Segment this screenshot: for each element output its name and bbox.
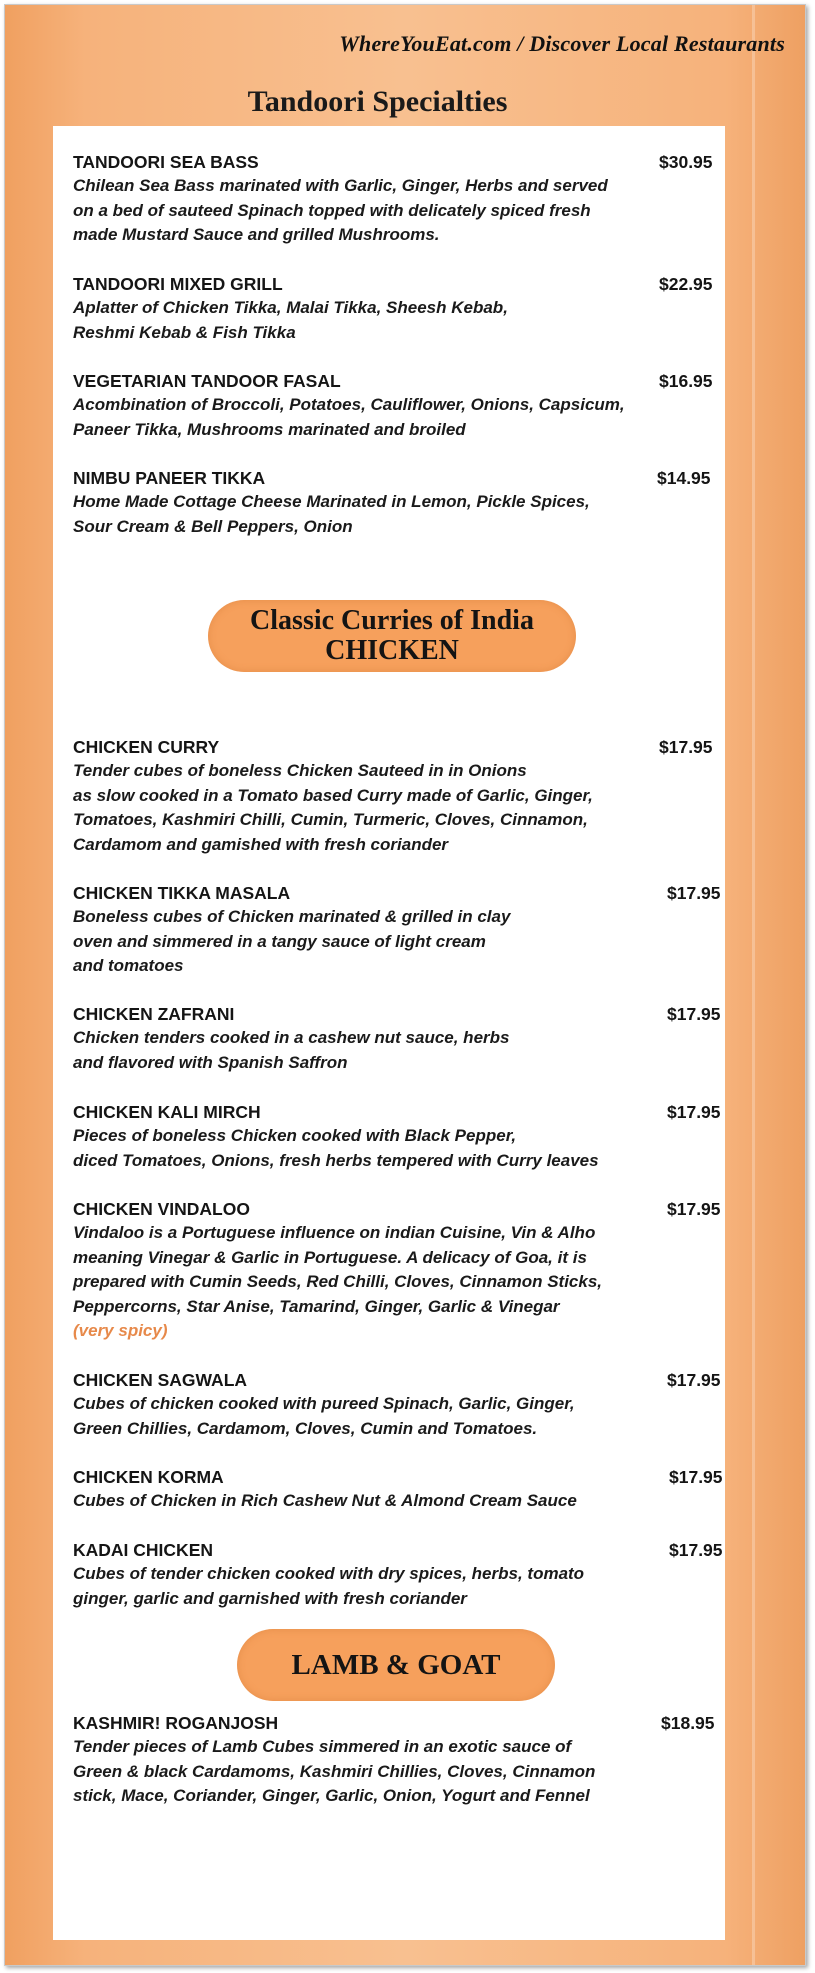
item-price: $17.95 <box>667 883 721 903</box>
menu-item-chicken-zafrani <box>73 1002 721 1075</box>
section-title-tandoori: Tandoori Specialties <box>247 85 508 118</box>
page-fold <box>752 5 755 1965</box>
item-price: $17.95 <box>667 1370 721 1390</box>
item-price: $17.95 <box>667 1102 721 1122</box>
spicy-note: (very spicy) <box>73 1321 168 1340</box>
menu-item-vegetarian-tandoor-fasal <box>73 369 713 442</box>
menu-item-tandoori-mixed-grill <box>73 272 713 345</box>
item-description: Cubes of Chicken in Rich Cashew Nut & Almond Cream Sauce <box>73 1491 577 1510</box>
item-description: Cubes of tender chicken cooked with dry spices, herbs, tomato ginger, garlic and garnished with fresh coriander <box>73 1564 585 1608</box>
item-description: Acombination of Broccoli, Potatoes, Cauliflower, Onions, Capsicum, Paneer Tikka, Mushrooms marinated and broiled <box>73 395 625 439</box>
item-price: $14.95 <box>657 468 711 488</box>
site-header: WhereYouEat.com / Discover Local Restaurants <box>339 31 785 56</box>
menu-item-chicken-korma <box>73 1465 723 1514</box>
item-name: CHICKEN KORMA <box>73 1467 224 1487</box>
item-price: $16.95 <box>659 371 713 391</box>
item-description: Pieces of boneless Chicken cooked with Black Pepper, diced Tomatoes, Onions, fresh herbs tempered with Curry leaves <box>73 1126 599 1170</box>
item-price: $17.95 <box>659 737 713 757</box>
item-name: CHICKEN SAGWALA <box>73 1370 248 1390</box>
section-title-curries: Classic Curries of India <box>250 605 534 636</box>
menu-item-chicken-curry <box>73 735 713 857</box>
item-price: $17.95 <box>669 1467 723 1487</box>
menu-item-chicken-vindaloo <box>73 1197 721 1343</box>
menu-item-tandoori-sea-bass <box>73 150 713 248</box>
menu-item-chicken-kali-mirch <box>73 1100 721 1173</box>
item-description: Cubes of chicken cooked with pureed Spinach, Garlic, Ginger, Green Chillies, Cardamom, Cloves, Cumin and Tomatoes. <box>73 1394 575 1438</box>
item-name: CHICKEN TIKKA MASALA <box>73 883 291 903</box>
item-description: Vindaloo is a Portuguese influence on indian Cuisine, Vin & Alho meaning Vinegar & Garlic in Portuguese. A delicacy of Goa, it is prepared with Cumin Seeds, Red Chilli, Cloves, Cinnamon Sticks, Peppercorns, Star Anise, Tamarind, Ginger, Garlic & Vinegar <box>73 1223 603 1316</box>
item-description: Chicken tenders cooked in a cashew nut sauce, herbs and flavored with Spanish Saffron <box>73 1028 510 1072</box>
item-description: Aplatter of Chicken Tikka, Malai Tikka, Sheesh Kebab, Reshmi Kebab & Fish Tikka <box>73 298 508 342</box>
menu-item-chicken-tikka-masala <box>73 881 721 979</box>
item-price: $17.95 <box>669 1540 723 1560</box>
menu-item-nimbu-paneer-tikka <box>73 466 711 539</box>
menu-item-chicken-sagwala <box>73 1368 721 1441</box>
item-description: Tender pieces of Lamb Cubes simmered in an exotic sauce of Green & black Cardamoms, Kashmiri Chillies, Cloves, Cinnamon stick, Mace, Coriander, Ginger, Garlic, Onion, Yogurt and Fennel <box>73 1737 596 1805</box>
item-name: TANDOORI MIXED GRILL <box>73 274 283 294</box>
section-subtitle-chicken: CHICKEN <box>325 635 459 666</box>
menu-panel <box>53 126 725 1940</box>
item-name: VEGETARIAN TANDOOR FASAL <box>73 371 341 391</box>
section-pill-curries <box>208 600 576 672</box>
item-price: $22.95 <box>659 274 713 294</box>
item-description: Home Made Cottage Cheese Marinated in Lemon, Pickle Spices, Sour Cream & Bell Peppers, Onion <box>73 492 590 536</box>
menu-item-kashmiri-roganjosh <box>73 1711 715 1809</box>
item-description: Chilean Sea Bass marinated with Garlic, Ginger, Herbs and served on a bed of sauteed Spinach topped with delicately spiced fresh made Mustard Sauce and grilled Mushrooms. <box>73 176 608 244</box>
item-description: Boneless cubes of Chicken marinated & grilled in clay oven and simmered in a tangy sauce of light cream and tomatoes <box>73 907 511 975</box>
item-price: $17.95 <box>667 1199 721 1219</box>
item-price: $18.95 <box>661 1713 715 1733</box>
item-name: CHICKEN VINDALOO <box>73 1199 250 1219</box>
item-name: CHICKEN ZAFRANI <box>73 1004 235 1024</box>
section-pill-lamb-goat: LAMB & GOAT <box>237 1629 555 1701</box>
item-name: KADAI CHICKEN <box>73 1540 213 1560</box>
item-price: $30.95 <box>659 152 713 172</box>
item-price: $17.95 <box>667 1004 721 1024</box>
item-name: TANDOORI SEA BASS <box>73 152 259 172</box>
item-name: CHICKEN CURRY <box>73 737 220 757</box>
item-name: CHICKEN KALI MIRCH <box>73 1102 261 1122</box>
item-name: NIMBU PANEER TIKKA <box>73 468 266 488</box>
item-description: Tender cubes of boneless Chicken Sauteed in in Onions as slow cooked in a Tomato based Curry made of Garlic, Ginger, Tomatoes, Kashmiri Chilli, Cumin, Turmeric, Cloves, Cinnamon, Cardamom and gamished with fresh coriander <box>73 761 593 854</box>
menu-item-kadai-chicken <box>73 1538 723 1611</box>
menu-page <box>4 4 806 1966</box>
item-name: KASHMIR! ROGANJOSH <box>73 1713 279 1733</box>
